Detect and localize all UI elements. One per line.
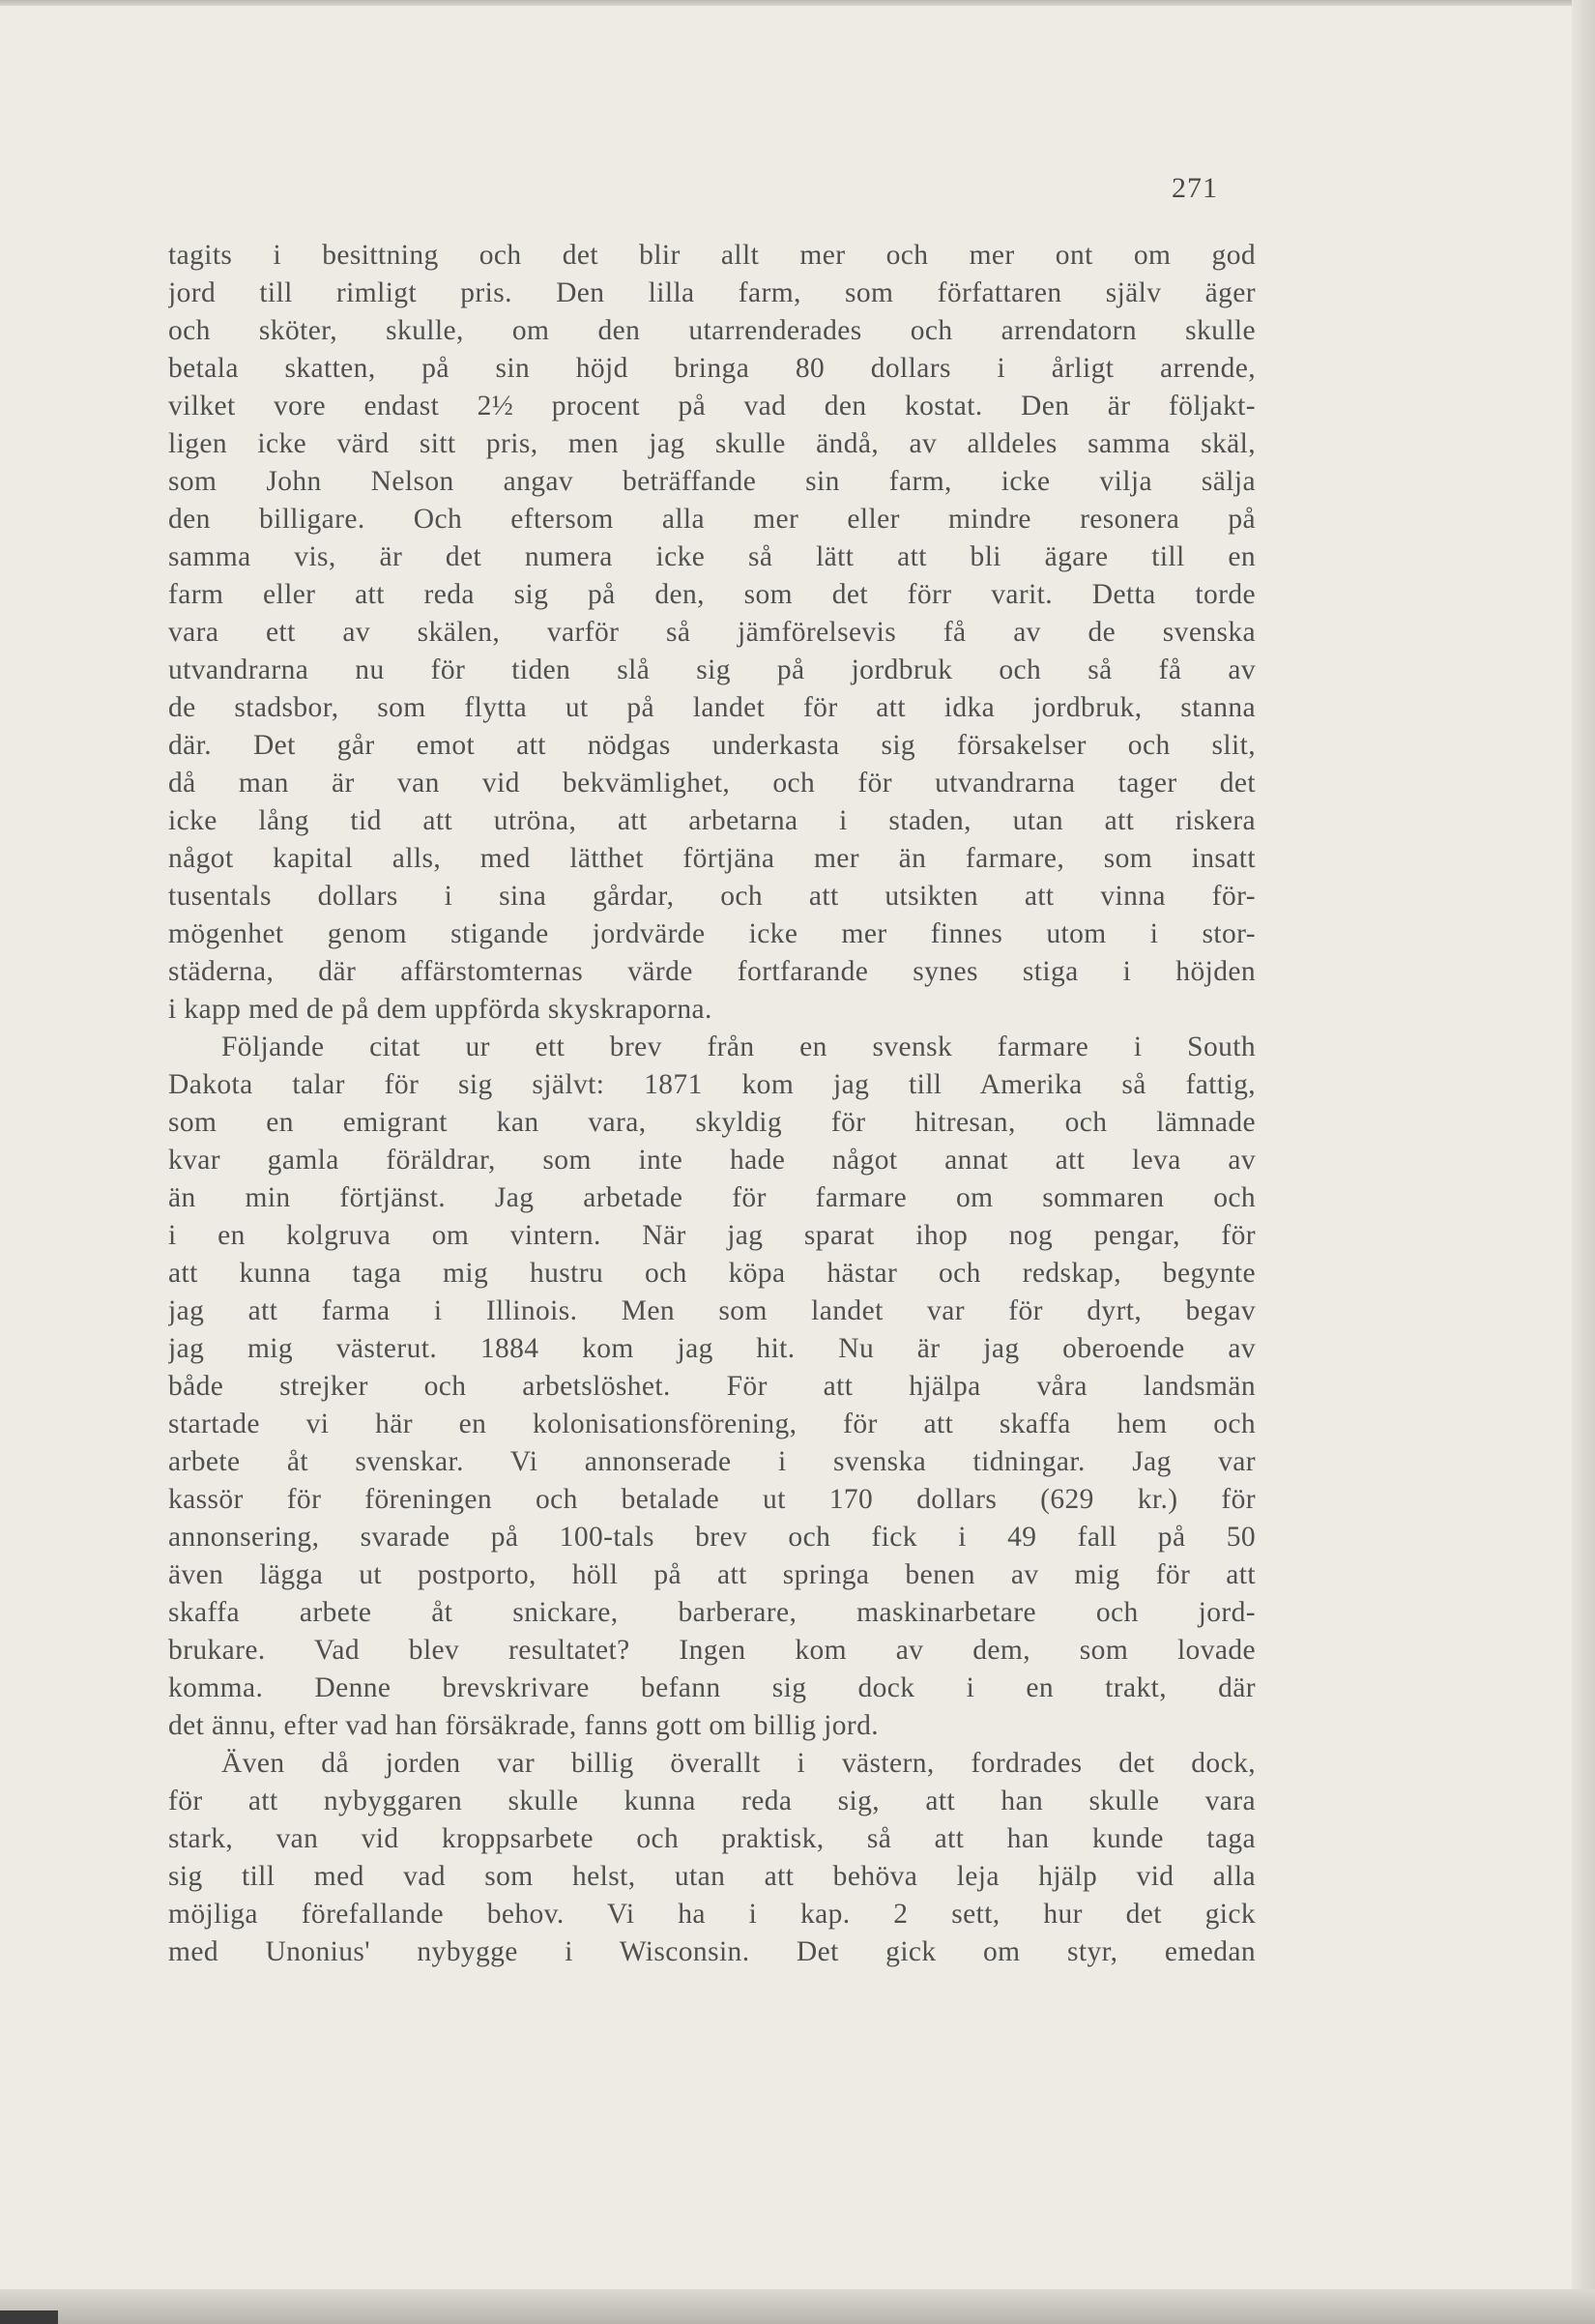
text-line: även lägga ut postporto, höll på att springa benen av mig för att [168,1559,1256,1590]
text-line: de stadsbor, som flytta ut på landet för att idka jordbruk, stanna [168,692,1256,723]
text-line: jag mig västerut. 1884 kom jag hit. Nu är jag oberoende av [168,1333,1256,1364]
text-line: och sköter, skulle, om den utarrenderades och arrendatorn skulle [168,315,1256,346]
text-line: jag att farma i Illinois. Men som landet var för dyrt, begav [168,1295,1256,1326]
text-line: ligen icke värd sitt pris, men jag skulle ändå, av alldeles samma skäl, [168,428,1256,459]
text-line: med Unonius' nybygge i Wisconsin. Det gick om styr, emedan [168,1936,1256,1967]
text-line: mögenhet genom stigande jordvärde icke mer finnes utom i stor- [168,918,1256,949]
text-line: samma vis, är det numera icke så lätt att bli ägare till en [168,541,1256,572]
text-line: farm eller att reda sig på den, som det förr varit. Detta torde [168,579,1256,610]
text-line: något kapital alls, med lätthet förtjäna mer än farmare, som insatt [168,843,1256,874]
text-line: startade vi här en kolonisationsförening, för att skaffa hem och [168,1409,1256,1439]
text-line: Även då jorden var billig överallt i västern, fordrades det dock, [221,1748,1256,1779]
text-line: kassör för föreningen och betalade ut 170 dollars (629 kr.) för [168,1484,1256,1515]
text-line: städerna, där affärstomternas värde fortfarande synes stiga i höjden [168,956,1256,987]
page-edge-shadow [1572,0,1595,2324]
body-text [168,237,1256,1971]
top-edge [0,0,1576,6]
text-line: tagits i besittning och det blir allt mer och mer ont om god [168,240,1256,271]
text-line: än min förtjänst. Jag arbetade för farmare om sommaren och [168,1182,1256,1213]
text-line: icke lång tid att utröna, att arbetarna i staden, utan att riskera [168,805,1256,836]
text-line: arbete åt svenskar. Vi annonserade i svenska tidningar. Jag var [168,1446,1256,1477]
text-line: vilket vore endast 2½ procent på vad den kostat. Den är följakt- [168,391,1256,421]
text-line: utvandrarna nu för tiden slå sig på jordbruk och så få av [168,654,1256,685]
text-line: komma. Denne brevskrivare befann sig dock i en trakt, där [168,1672,1256,1703]
text-line: brukare. Vad blev resultatet? Ingen kom av dem, som lovade [168,1635,1256,1666]
text-line: Dakota talar för sig självt: 1871 kom jag till Amerika så fattig, [168,1069,1256,1100]
text-line: kvar gamla föräldrar, som inte hade något annat att leva av [168,1145,1256,1176]
text-line: jord till rimligt pris. Den lilla farm, som författaren själv äger [168,277,1256,308]
text-line: att kunna taga mig hustru och köpa hästar och redskap, begynte [168,1258,1256,1289]
text-line: vara ett av skälen, varför så jämförelsevis få av de svenska [168,617,1256,648]
bottom-edge [0,2289,1595,2324]
text-line: både strejker och arbetslöshet. För att hjälpa våra landsmän [168,1371,1256,1402]
text-line: för att nybyggaren skulle kunna reda sig, att han skulle vara [168,1786,1256,1816]
text-line: i kapp med de på dem uppförda skyskraporna. [168,994,712,1025]
text-line: sig till med vad som helst, utan att behöva leja hjälp vid alla [168,1861,1256,1892]
text-line: stark, van vid kroppsarbete och praktisk, så att han kunde taga [168,1823,1256,1854]
text-line: den billigare. Och eftersom alla mer eller mindre resonera på [168,504,1256,535]
text-line: annonsering, svarade på 100-tals brev och fick i 49 fall på 50 [168,1522,1256,1553]
text-line: Följande citat ur ett brev från en svensk farmare i South [221,1031,1256,1062]
text-line: som John Nelson angav beträffande sin farm, icke vilja sälja [168,466,1256,497]
scan-corner-mark [0,2310,58,2324]
text-line: det ännu, efter vad han försäkrade, fanns gott om billig jord. [168,1710,880,1741]
text-line: tusentals dollars i sina gårdar, och att utsikten att vinna för- [168,881,1256,912]
text-line: skaffa arbete åt snickare, barberare, maskinarbetare och jord- [168,1597,1256,1628]
text-line: då man är van vid bekvämlighet, och för utvandrarna tager det [168,768,1256,799]
text-line: betala skatten, på sin höjd bringa 80 dollars i årligt arrende, [168,353,1256,384]
text-line: i en kolgruva om vintern. När jag sparat ihop nog pengar, för [168,1220,1256,1251]
text-line: möjliga förefallande behov. Vi ha i kap. 2 sett, hur det gick [168,1899,1256,1930]
page-number: 271 [1172,172,1218,204]
text-line: där. Det går emot att nödgas underkasta sig försakelser och slit, [168,730,1256,761]
text-line: som en emigrant kan vara, skyldig för hitresan, och lämnade [168,1107,1256,1138]
